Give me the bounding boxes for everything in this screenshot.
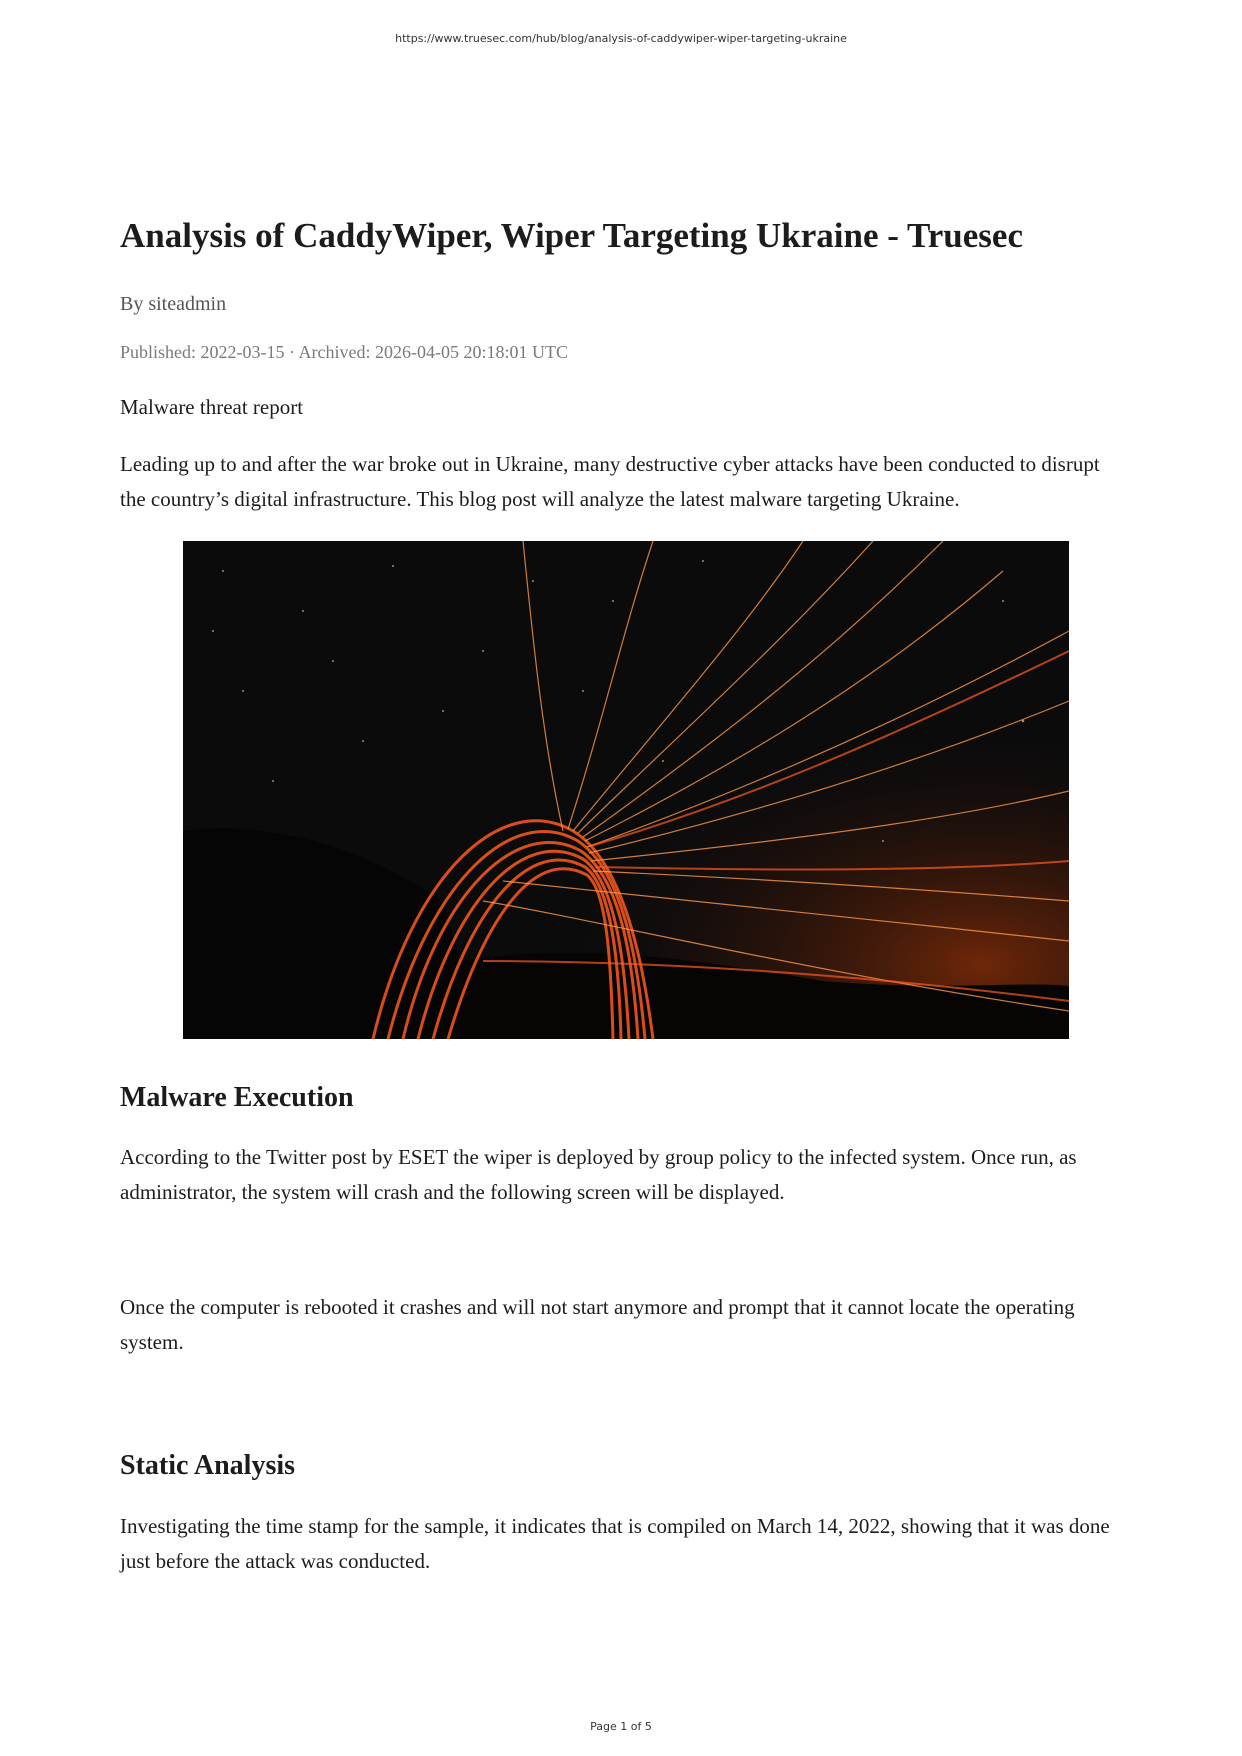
intro-paragraph: Leading up to and after the war broke out in Ukraine, many destructive cyber attacks have been conducted to disrupt the country’s digital infrastructure. This blog post will analyze the latest malware targeting Ukraine. [120,452,1100,511]
article-category: Malware threat report [120,395,304,419]
section-paragraph: Investigating the time stamp for the sample, it indicates that is compiled on March 14, 2022, showing that it was done just before the attack was conducted. [120,1514,1110,1573]
article-byline: By siteadmin [120,293,227,315]
hero-image [183,541,1069,1039]
article-title: Analysis of CaddyWiper, Wiper Targeting Ukraine - Truesec [120,216,1023,255]
section-heading-malware-execution: Malware Execution [120,1082,354,1113]
section-heading-static-analysis: Static Analysis [120,1450,296,1481]
page-number: Page 1 of 5 [590,1720,652,1733]
page-url: https://www.truesec.com/hub/blog/analysis-of-caddywiper-wiper-targeting-ukraine [395,32,847,45]
article-meta: Published: 2022-03-15 · Archived: 2026-04-05 20:18:01 UTC [120,342,568,362]
section-paragraph: Once the computer is rebooted it crashes and will not start anymore and prompt that it cannot locate the operating system. [120,1295,1075,1354]
section-paragraph: According to the Twitter post by ESET the wiper is deployed by group policy to the infected system. Once run, as administrator, the system will crash and the following screen will be displayed. [120,1145,1077,1204]
steel-wool-sparks-photo [183,541,1069,1039]
